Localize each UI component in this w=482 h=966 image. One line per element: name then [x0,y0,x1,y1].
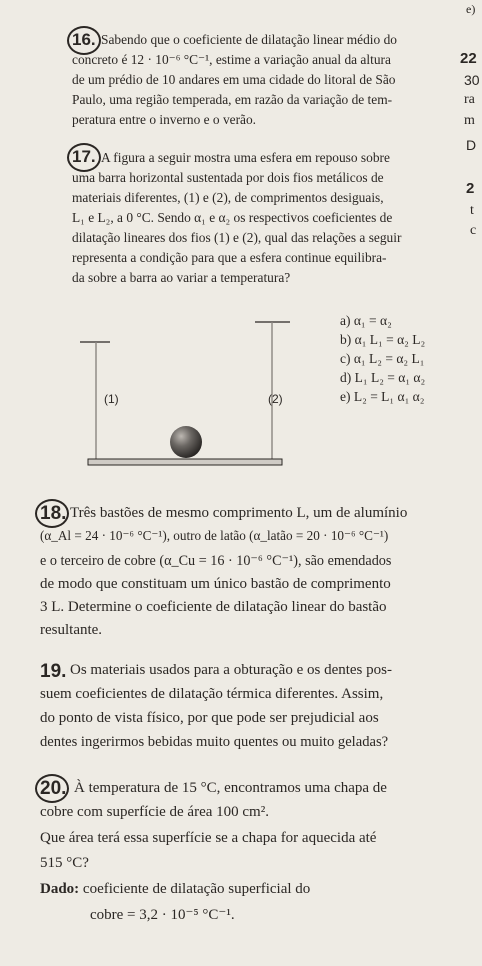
question-number: 19. [40,661,67,682]
q19-line: do ponto de vista físico, por que pode ser prejudicial aos [40,710,379,726]
edge-fragment: m [464,113,475,128]
question-number: 18. [40,503,67,524]
q20-line: Que área terá essa superfície se a chapa for aquecida até [40,830,377,846]
q18-line: (α_Al = 24 · 10⁻⁶ °C⁻¹), outro de latão (α_latão = 20 · 10⁻⁶ °C⁻¹) [40,528,389,543]
q18-line: 3 L. Determine o coeficiente de dilatação linear do bastão [40,599,387,615]
q18-line: de modo que constituam um único bastão de comprimento [40,576,391,592]
option-e: e) L₂ = L₁ α₁ α₂ [340,389,425,404]
sphere [170,426,202,458]
q20-line: 515 °C? [40,855,89,871]
option-d: d) L₁ L₂ = α₁ α₂ [340,370,426,385]
q17-line: A figura a seguir mostra uma esfera em repouso sobre [101,150,390,165]
q17-line: L₁ e L₂, a 0 °C. Sendo α₁ e α₂ os respectivos coeficientes de [72,210,393,225]
question-number: 16. [72,30,96,49]
edge-fragment: t [470,203,474,218]
option-b: b) α₁ L₁ = α₂ L₂ [340,332,426,347]
q18-line: resultante. [40,622,103,638]
q16-line: peratura entre o inverno e o verão. [72,112,257,127]
q17-line: dilatação lineares dos fios (1) e (2), qual das relações a seguir [72,230,402,245]
q17-line: da sobre a barra ao variar a temperatura? [72,270,291,285]
q19-line: Os materiais usados para a obturação e os dentes pos- [70,662,392,678]
q19-line: suem coeficientes de dilatação térmica diferentes. Assim, [40,686,384,702]
q18-line: e o terceiro de cobre (α_Cu = 16 · 10⁻⁶ °C⁻¹), são emendados [40,553,392,569]
q16-line: Sabendo que o coeficiente de dilatação linear médio do [101,32,397,47]
edge-fragment: 2 [466,180,475,197]
q17-line: uma barra horizontal sustentada por dois fios metálicos de [72,170,384,185]
q17-line: representa a condição para que a esfera continue equilibra- [72,250,387,265]
edge-fragment: D [466,137,477,153]
edge-fragment: 30 [464,72,480,88]
wire-2-label: (2) [268,392,283,406]
edge-fragment: c [470,223,477,238]
edge-fragment: 22 [460,50,477,67]
question-number: 17. [72,147,96,166]
dado-text: coeficiente de dilatação superficial do [82,881,311,897]
q16-line: de um prédio de 10 andares em uma cidade do litoral de São [72,72,396,87]
corner-mark: e) [466,2,476,16]
q20-line: À temperatura de 15 °C, encontramos uma chapa de [74,780,387,796]
option-c: c) α₁ L₂ = α₂ L₁ [340,351,425,366]
option-a: a) α₁ = α₂ [340,313,392,328]
q19-line: dentes ingerirmos bebidas muito quentes ou muito geladas? [40,734,389,750]
wire-1-label: (1) [104,392,119,406]
horizontal-bar [88,459,282,465]
q16-line: Paulo, uma região temperada, em razão da variação de tem- [72,92,393,107]
edge-fragment: ra [464,92,475,107]
q20-dado-value: cobre = 3,2 · 10⁻⁵ °C⁻¹. [90,907,235,923]
q16-line: concreto é 12 · 10⁻⁶ °C⁻¹, estime a variação anual da altura [72,52,391,67]
q18-line: Três bastões de mesmo comprimento L, um de alumínio [70,505,408,521]
question-number: 20. [40,778,67,799]
dado-label: Dado: [40,881,80,897]
sphere-bar-figure [80,300,320,480]
q20-line: cobre com superfície de área 100 cm². [40,804,269,820]
q17-line: materiais diferentes, (1) e (2), de comprimentos desiguais, [72,190,384,205]
q20-dado-line [40,881,310,898]
